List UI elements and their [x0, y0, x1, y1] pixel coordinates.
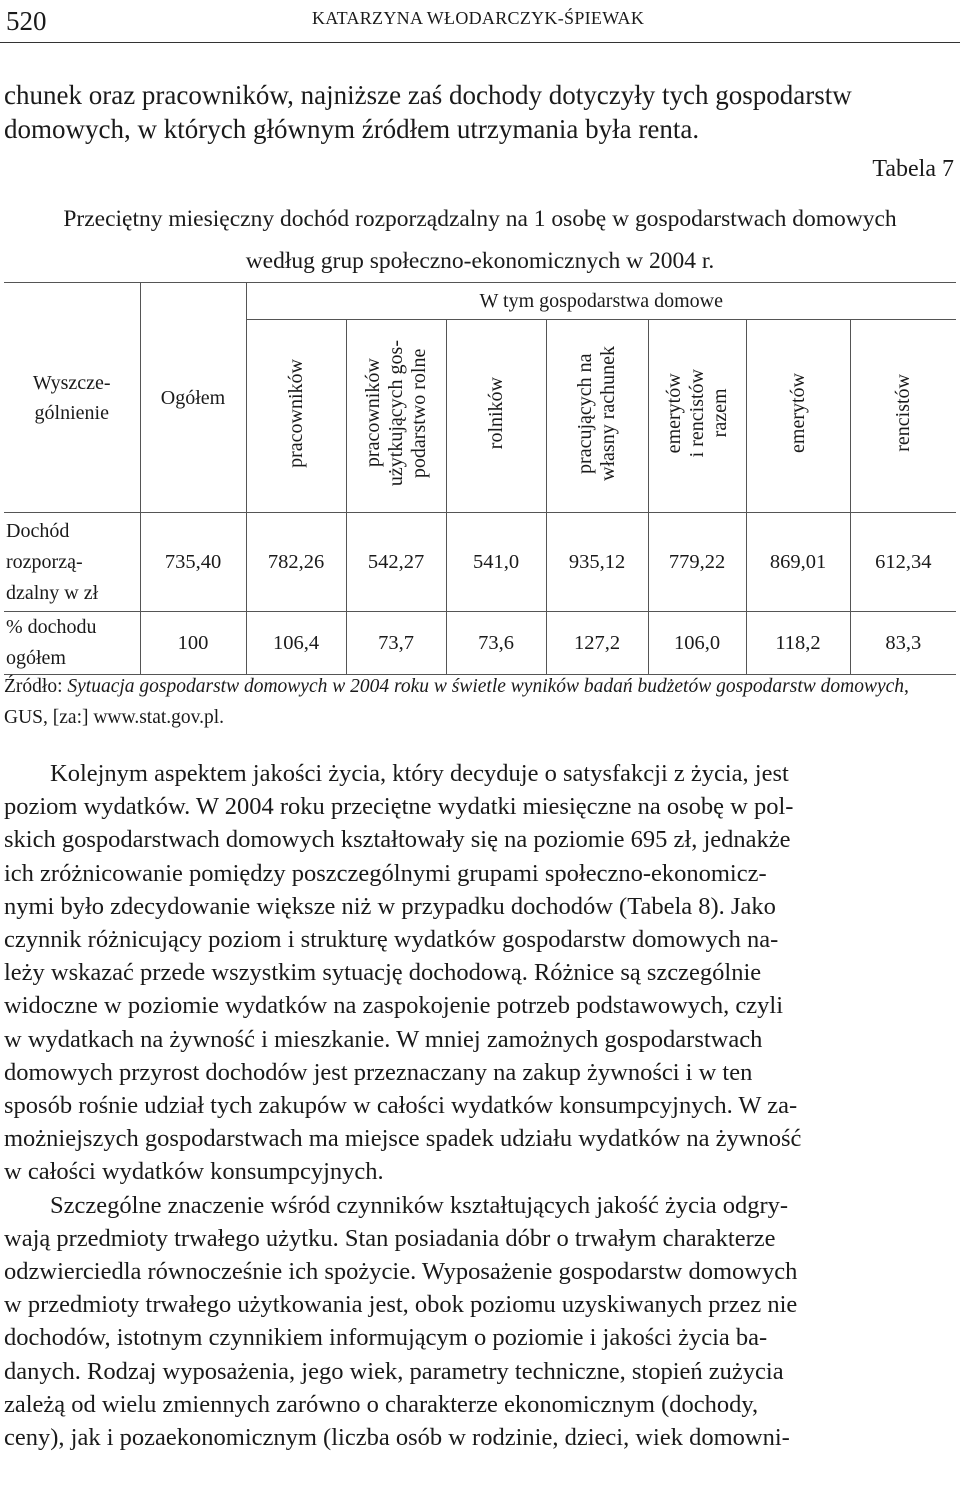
text-line: chunek oraz pracowników, najniższe zaś dochody dotyczyły tych gospodarstw — [4, 80, 852, 110]
text-line: skich gospodarstwach domowych kształtowały się na poziomie 695 zł, jednakże — [4, 826, 791, 854]
header-self-employed — [546, 320, 648, 513]
cell-retirees: 118,2 — [746, 612, 850, 675]
body-text — [4, 757, 956, 1454]
header-total-text: Ogółem — [160, 386, 226, 409]
text-line: sposób rośnie udział tych zakupów w całości wydatków konsumpcyjnych. W za- — [4, 1092, 798, 1120]
cell-disability-pensioners: 612,34 — [850, 513, 956, 612]
table-title — [4, 198, 956, 282]
text-line: nymi było zdecydowanie większe niż w przypadku dochodów (Tabela 8). Jako — [4, 892, 776, 920]
header-farmers — [446, 320, 546, 513]
header-group — [246, 283, 956, 320]
header-self-employed-text: pracujących na własny rachunek — [574, 345, 619, 481]
running-head: KATARZYNA WŁODARCZYK-ŚPIEWAK — [312, 8, 645, 28]
header-disability-pensioners — [850, 320, 956, 513]
header-rule — [0, 42, 960, 43]
header-specification — [4, 283, 140, 513]
text-line: odzwierciedla równocześnie ich spożycie. Wyposażenie gospodarstw domowych — [4, 1258, 798, 1286]
table-source — [4, 671, 956, 733]
header-retirees — [746, 320, 850, 513]
header-group-text: W tym gospodarstwa domowe — [479, 289, 723, 312]
text-line: domowych, w których głównym źródłem utrzymania była renta. — [4, 114, 700, 144]
text-line: czynnik różnicujący poziom i strukturę wydatków gospodarstw domowych na- — [4, 926, 779, 954]
text-line: w wydatkach na żywność i mieszkanie. W mniej zamożnych gospodarstwach — [4, 1025, 763, 1053]
text-line: Szczególne znaczenie wśród czynników kształtujących jakość życia odgry- — [50, 1191, 789, 1219]
text-line: w całości wydatków konsumpcyjnych. — [4, 1158, 384, 1186]
header-pensioners-total-text: emerytów i rencistów razem — [662, 368, 731, 458]
page-header — [0, 0, 960, 44]
text-line: możniejszych gospodarstwach ma miejsce spadek udziału wydatków na żywność — [4, 1125, 802, 1153]
header-total — [140, 283, 246, 513]
cell-retirees: 869,01 — [746, 513, 850, 612]
table-title-line: według grup społeczno-ekonomicznych w 2004 r. — [245, 248, 715, 274]
table-title-line: Przeciętny miesięczny dochód rozporządzalny na 1 osobę w gospodarstwach domowych — [63, 206, 897, 232]
header-workers-text: pracowników — [284, 358, 307, 468]
cell-self-employed: 127,2 — [546, 612, 648, 675]
header-workers — [246, 320, 346, 513]
header-retirees-text: emerytów — [786, 373, 809, 453]
text-line: domowych przyrost dochodów jest przeznaczany na zakup żywności i w ten — [4, 1058, 753, 1086]
cell-farmers: 541,0 — [446, 513, 546, 612]
source-prefix: Źródło: — [4, 676, 68, 697]
cell-worker-farmers: 542,27 — [346, 513, 446, 612]
table-row — [4, 513, 956, 612]
cell-total: 100 — [140, 612, 246, 675]
text-line: zależą od wielu zmiennych zarówno o charakterze ekonomicznym (dochody, — [4, 1390, 759, 1418]
cell-pensioners-total: 106,0 — [648, 612, 746, 675]
header-worker-farmers — [346, 320, 446, 513]
table-label: Tabela 7 — [872, 156, 954, 182]
header-farmers-text: rolników — [484, 376, 507, 450]
page-number: 520 — [6, 6, 47, 36]
header-worker-farmers-text: pracowników użytkujących gos- podarstwo rolne — [361, 339, 430, 487]
cell-self-employed: 935,12 — [546, 513, 648, 612]
cell-pensioners-total: 779,22 — [648, 513, 746, 612]
income-table — [4, 282, 956, 675]
cell-farmers: 73,6 — [446, 612, 546, 675]
cell-disability-pensioners: 83,3 — [850, 612, 956, 675]
cell-total: 735,40 — [140, 513, 246, 612]
cell-workers: 782,26 — [246, 513, 346, 612]
row-label: % dochodu ogółem — [4, 612, 140, 675]
text-line: leży wskazać przede wszystkim sytuację dochodową. Różnice są szczególnie — [4, 959, 762, 987]
text-line: dochodów, istotnym czynnikiem informującym o poziomie i jakości życia ba- — [4, 1324, 768, 1352]
source-suffix: , GUS, [za:] www.stat.gov.pl. — [4, 676, 909, 728]
text-line: ich zróżnicowanie pomiędzy poszczególnymi grupami społeczno-ekonomicz- — [4, 859, 767, 887]
row-label: Dochód rozporzą- dzalny w zł — [4, 513, 140, 612]
text-line: widoczne w poziomie wydatków na zaspokojenie potrzeb podstawowych, czyli — [4, 992, 783, 1020]
text-line: Kolejnym aspektem jakości życia, który decyduje o satysfakcji z życia, jest — [50, 760, 789, 787]
text-line: ceny), jak i pozaekonomicznym (liczba osób w rodzinie, dzieci, wiek domowni- — [4, 1424, 790, 1452]
header-specification-text: Wyszcze- gólnienie — [32, 371, 111, 424]
text-line: danych. Rodzaj wyposażenia, jego wiek, parametry techniczne, stopień zużycia — [4, 1357, 784, 1385]
cell-workers: 106,4 — [246, 612, 346, 675]
source-title: Sytuacja gospodarstw domowych w 2004 roku w świetle wyników badań budżetów gospodarstw domowych — [67, 676, 905, 697]
text-line: w przedmioty trwałego użytkowania jest, obok poziomu uzyskiwanych przez nie — [4, 1291, 798, 1319]
header-pensioners-total — [648, 320, 746, 513]
header-disability-pensioners-text: rencistów — [891, 374, 914, 452]
text-line: poziom wydatków. W 2004 roku przeciętne wydatki miesięczne na osobę w pol- — [4, 793, 794, 821]
table-row — [4, 612, 956, 675]
text-line: wają przedmioty trwałego użytku. Stan posiadania dóbr o trwałym charakterze — [4, 1224, 776, 1252]
intro-paragraph — [4, 78, 956, 146]
cell-worker-farmers: 73,7 — [346, 612, 446, 675]
